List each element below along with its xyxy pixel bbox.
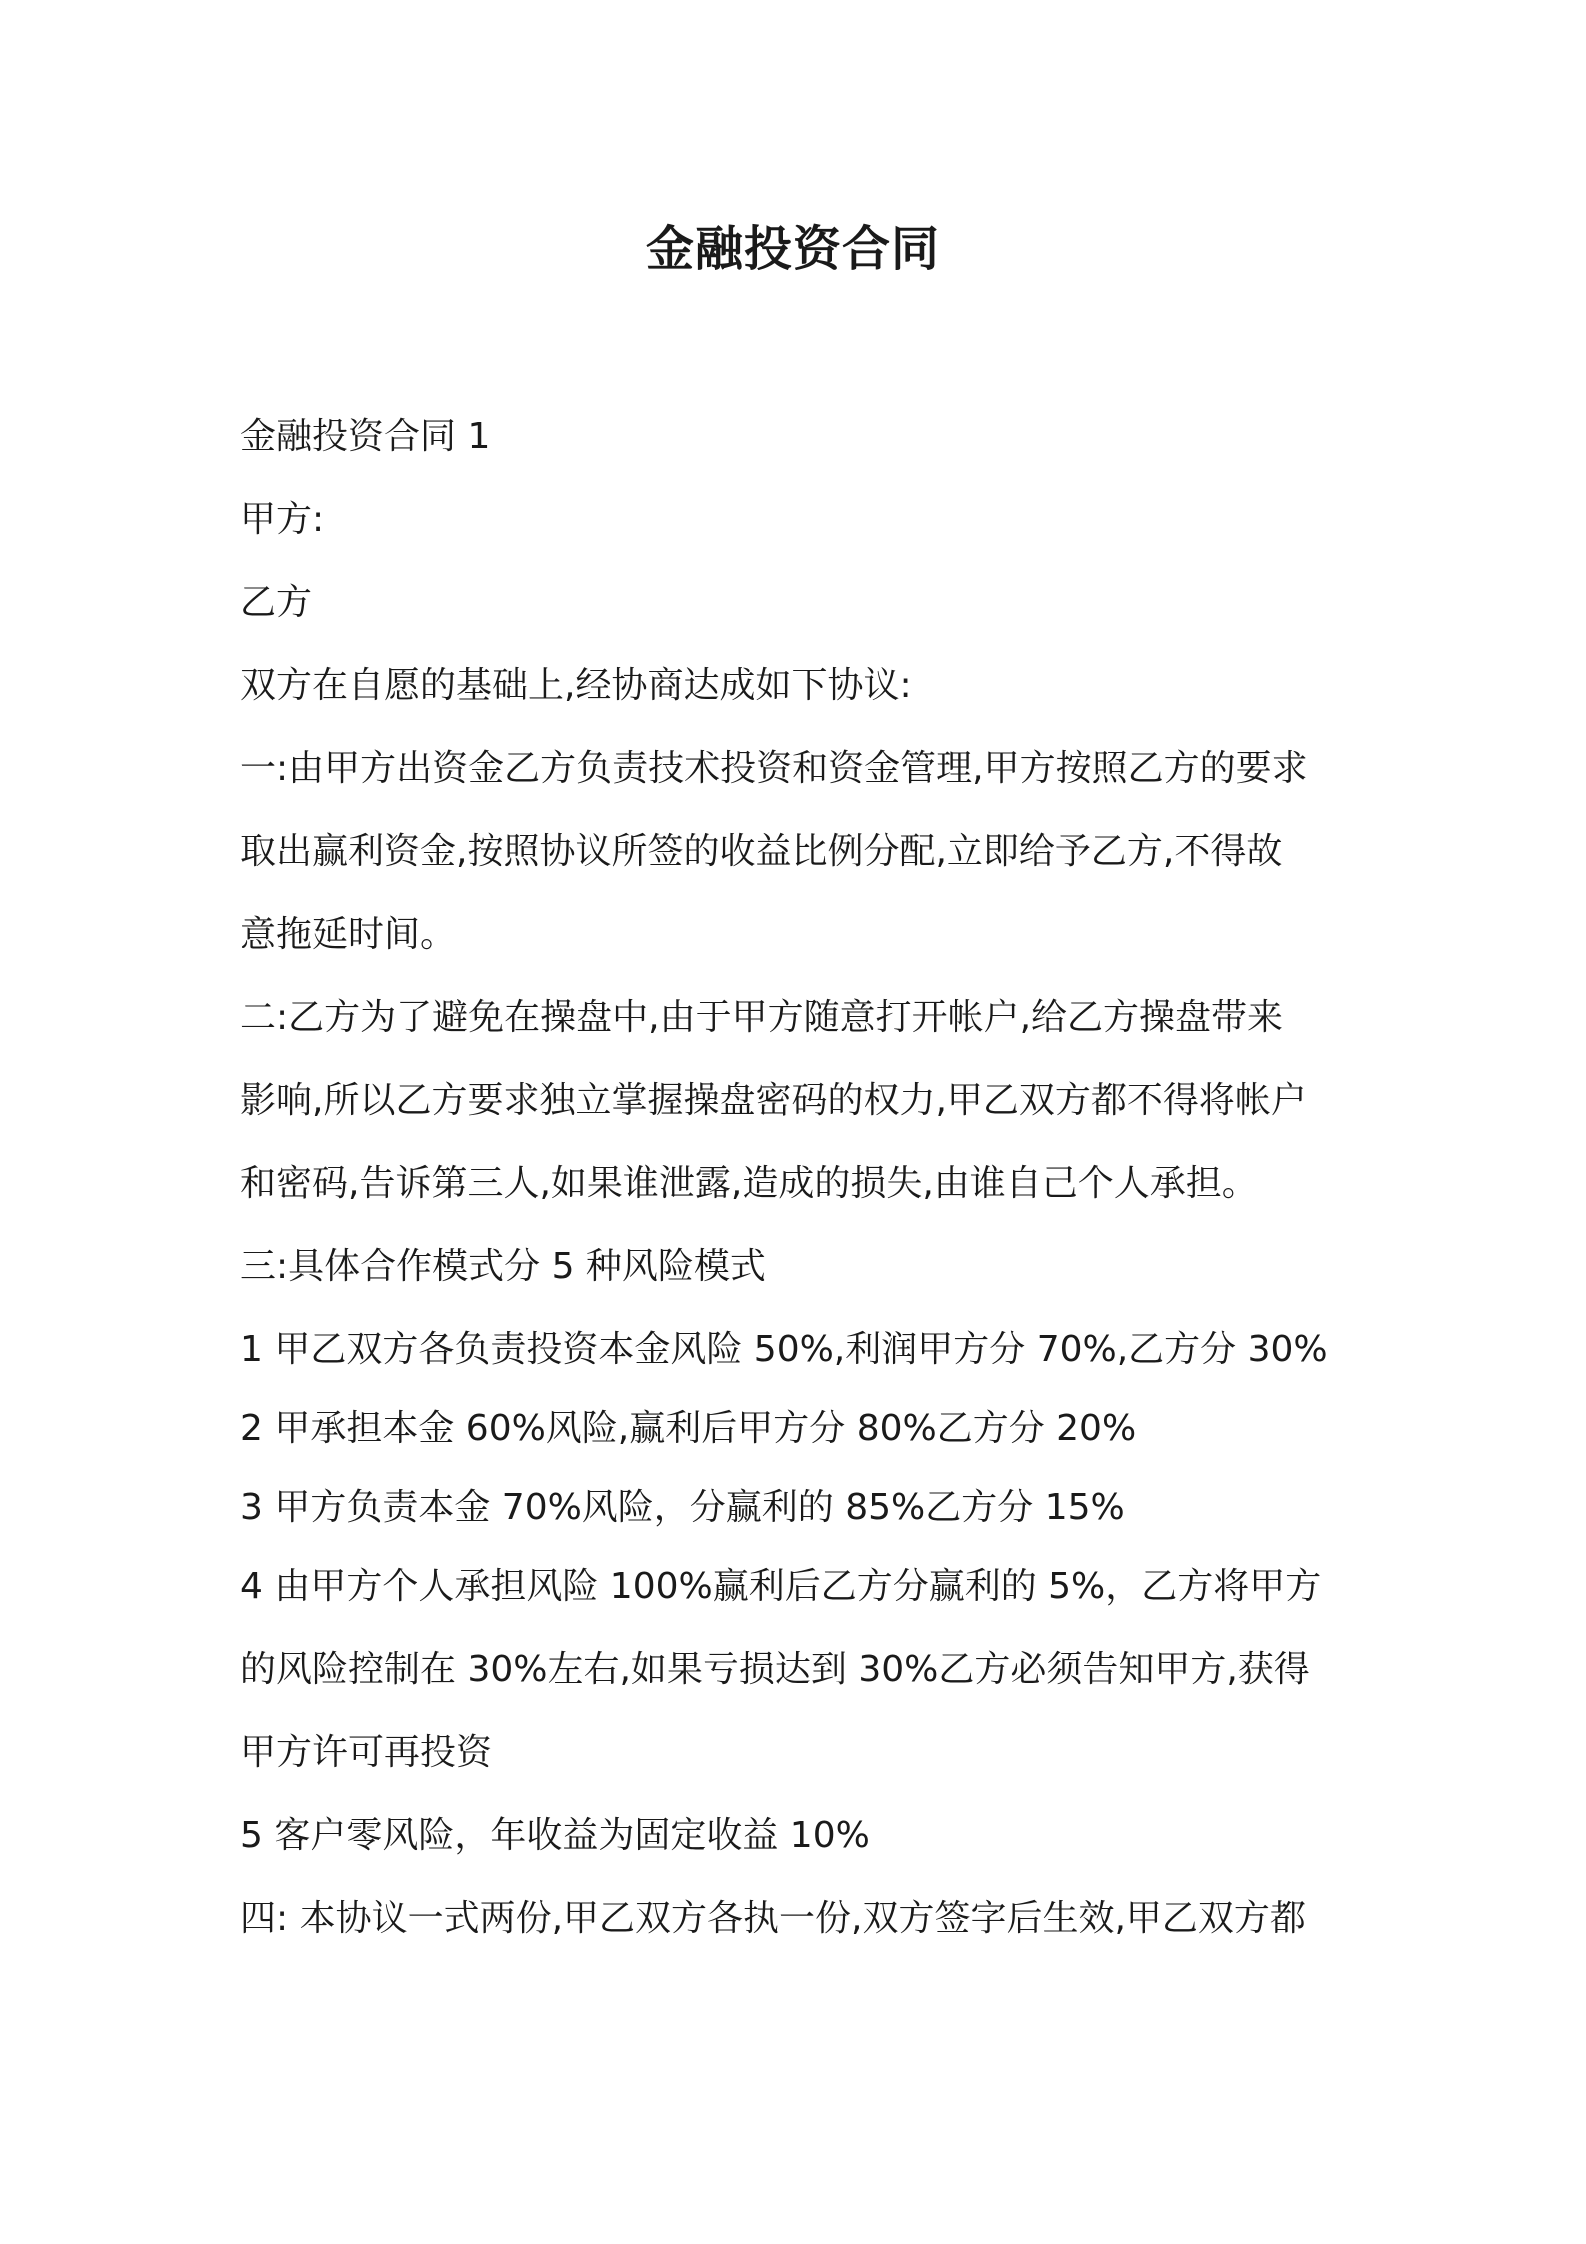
clause-2-line-3: 和密码,告诉第三人,如果谁泄露,造成的损失,由谁自己个人承担。 bbox=[240, 1163, 1258, 1204]
clause-1-line-2: 取出赢利资金,按照协议所签的收益比例分配,立即给予乙方,不得故 bbox=[240, 831, 1283, 872]
risk-mode-2: 2 甲承担本金 60%风险,赢利后甲方分 80%乙方分 20% bbox=[240, 1408, 1137, 1449]
clause-4-line-1: 四: 本协议一式两份,甲乙双方各执一份,双方签字后生效,甲乙双方都 bbox=[240, 1898, 1306, 1939]
party-a-label: 甲方: bbox=[240, 499, 325, 540]
party-b-label: 乙方 bbox=[240, 582, 313, 623]
clause-2-line-1: 二:乙方为了避免在操盘中,由于甲方随意打开帐户,给乙方操盘带来 bbox=[240, 997, 1284, 1038]
clause-2-line-2: 影响,所以乙方要求独立掌握操盘密码的权力,甲乙双方都不得将帐户 bbox=[240, 1080, 1307, 1121]
risk-mode-4-line-1: 4 由甲方个人承担风险 100%赢利后乙方分赢利的 5%，乙方将甲方 bbox=[240, 1566, 1322, 1607]
risk-mode-3: 3 甲方负责本金 70%风险，分赢利的 85%乙方分 15% bbox=[240, 1487, 1125, 1528]
document-body bbox=[240, 405, 1360, 1970]
clause-1-line-1: 一:由甲方出资金乙方负责技术投资和资金管理,甲方按照乙方的要求 bbox=[240, 748, 1308, 789]
contract-subtitle: 金融投资合同 1 bbox=[240, 416, 491, 457]
clause-1-line-3: 意拖延时间。 bbox=[240, 914, 457, 955]
risk-mode-1: 1 甲乙双方各负责投资本金风险 50%,利润甲方分 70%,乙方分 30% bbox=[240, 1329, 1328, 1370]
risk-mode-4-line-2: 的风险控制在 30%左右,如果亏损达到 30%乙方必须告知甲方,获得 bbox=[240, 1649, 1310, 1690]
risk-mode-5: 5 客户零风险，年收益为固定收益 10% bbox=[240, 1815, 870, 1856]
risk-mode-4-line-3: 甲方许可再投资 bbox=[240, 1732, 493, 1773]
clause-3-heading: 三:具体合作模式分 5 种风险模式 bbox=[240, 1246, 766, 1287]
document-title: 金融投资合同 bbox=[645, 221, 940, 277]
agreement-intro: 双方在自愿的基础上,经协商达成如下协议: bbox=[240, 665, 912, 706]
